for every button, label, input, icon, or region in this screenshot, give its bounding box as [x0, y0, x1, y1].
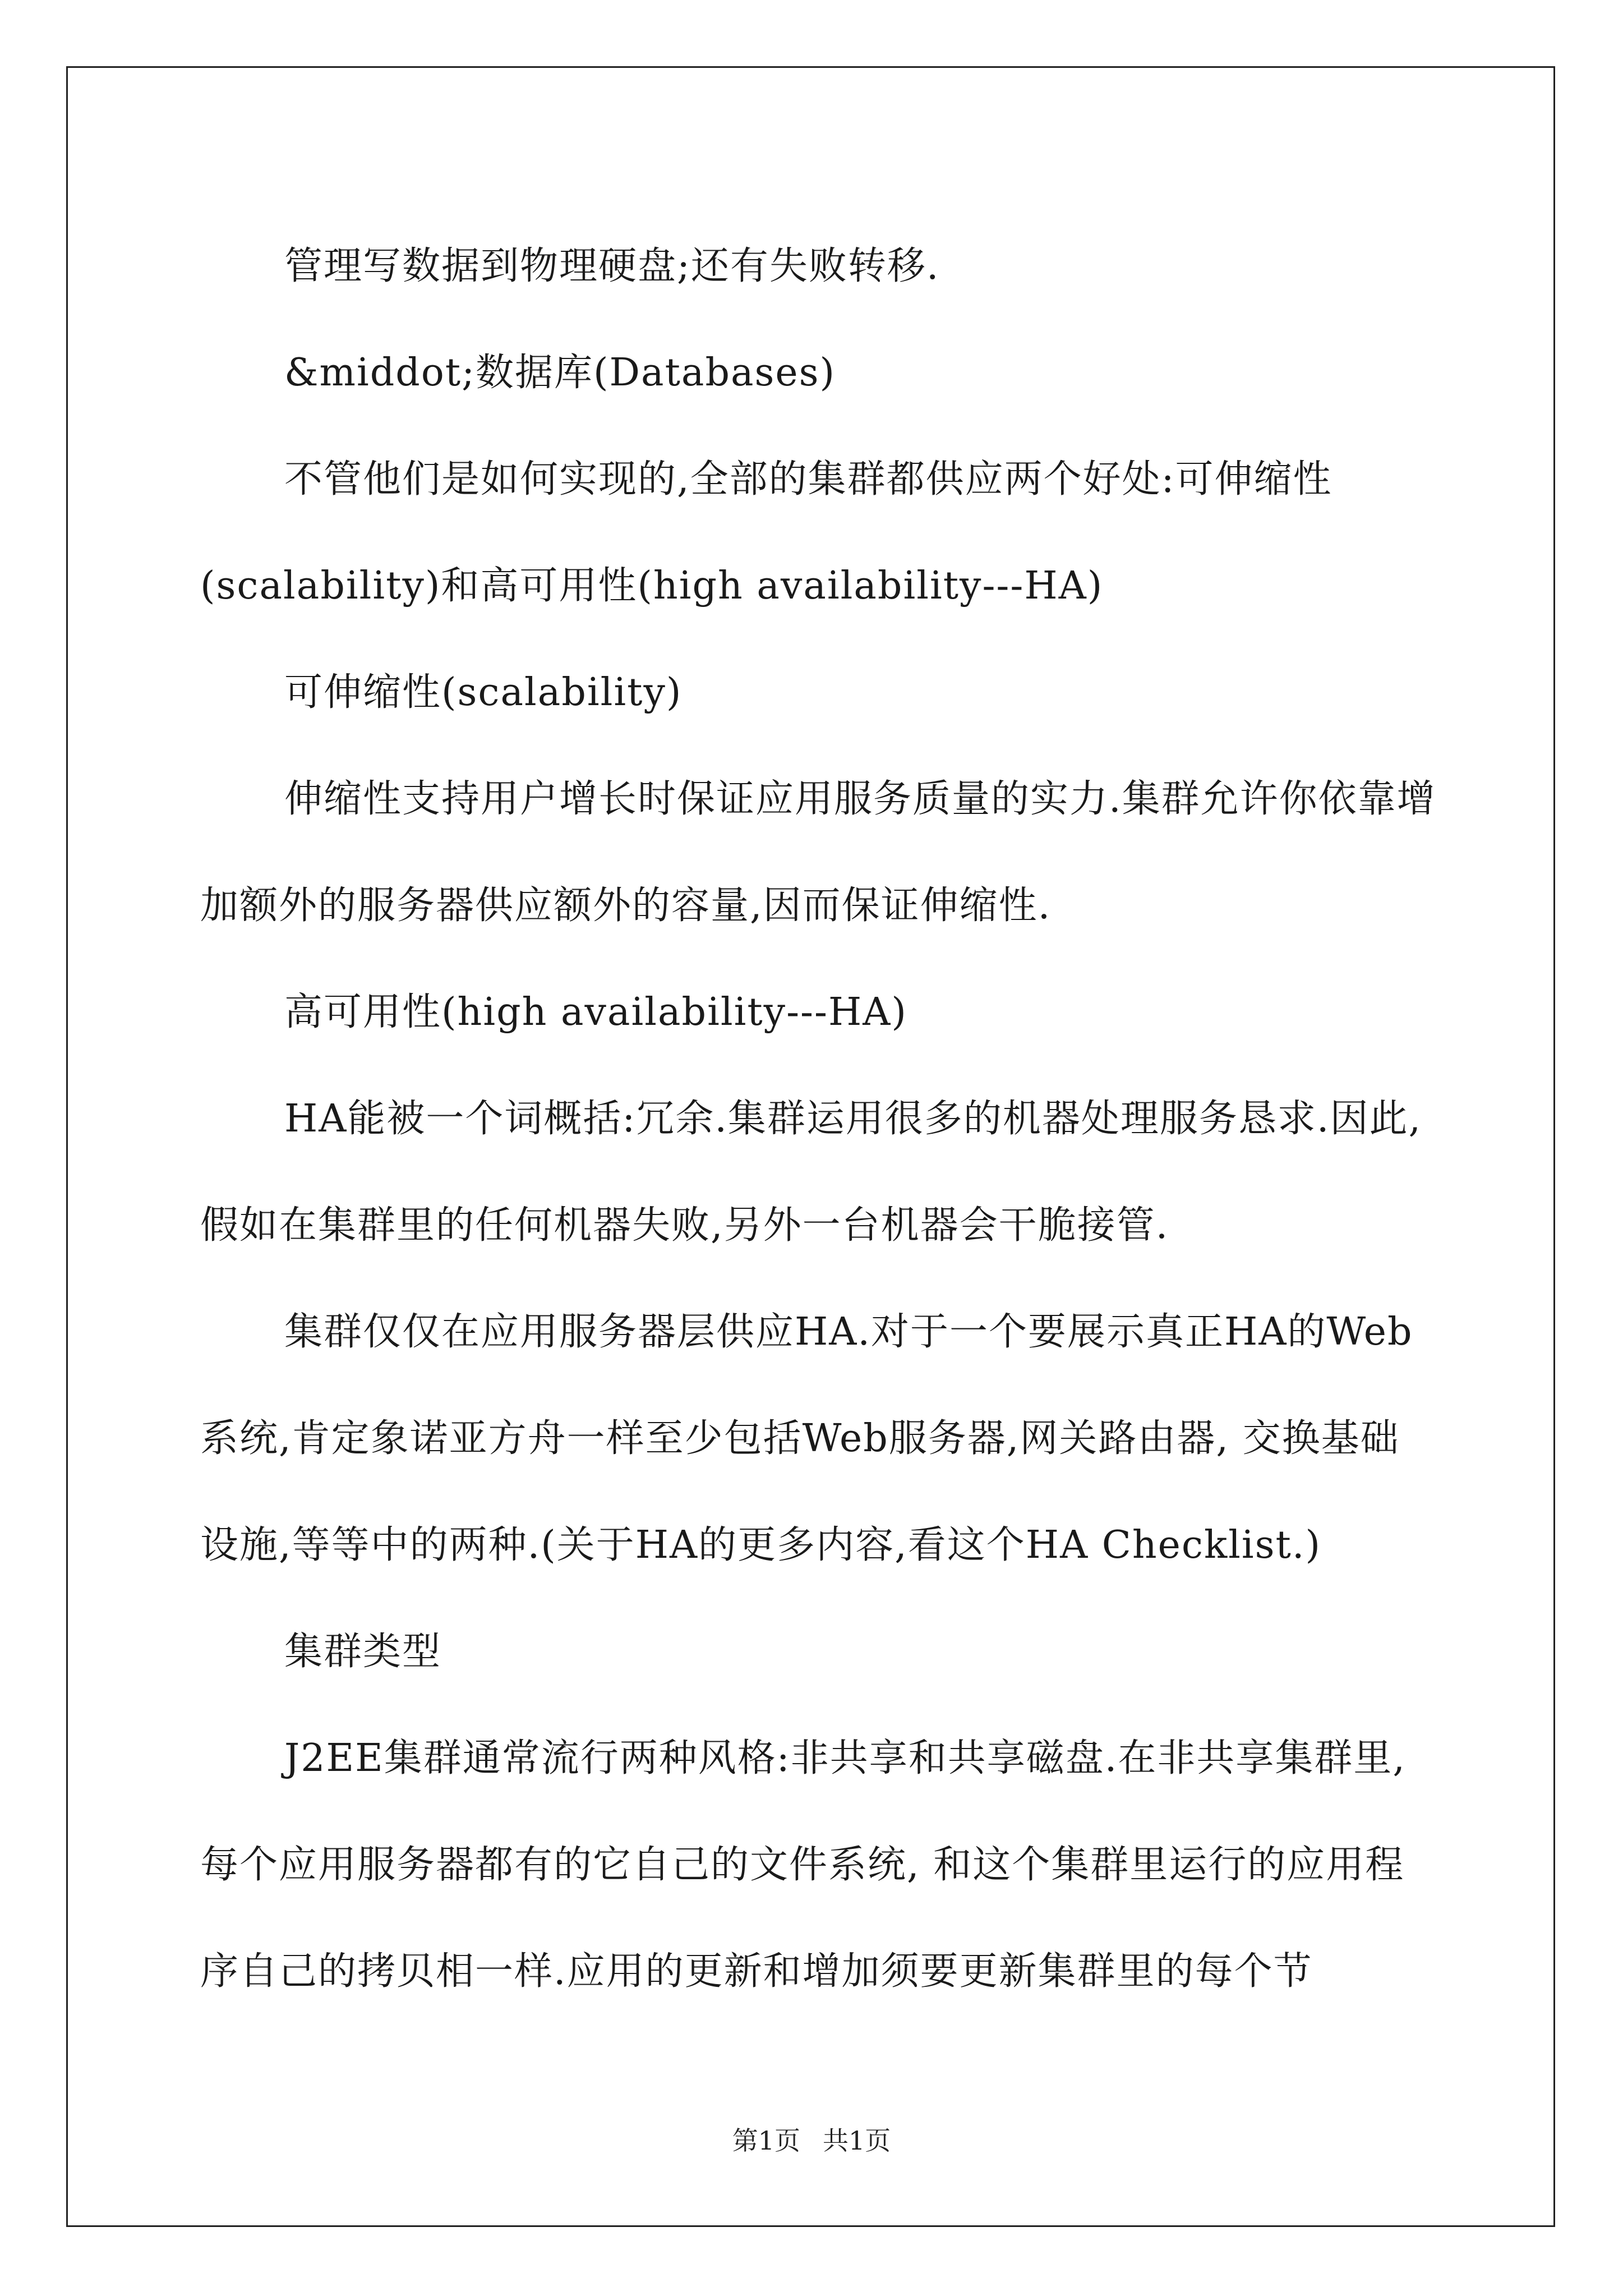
- document-body: [200, 213, 1437, 2025]
- paragraph: 伸缩性支持用户增长时保证应用服务质量的实力.集群允许你依靠增加额外的服务器供应额外的容量,因而保证伸缩性.: [200, 777, 1436, 928]
- paragraph: HA能被一个词概括:冗余.集群运用很多的机器处理服务恳求.因此,假如在集群里的任何机器失败,另外一台机器会干脆接管.: [200, 1097, 1422, 1248]
- paragraph: 可伸缩性(scalability): [284, 670, 683, 715]
- page-footer: [0, 2120, 1623, 2157]
- page-total: 共1页: [823, 2125, 891, 2156]
- paragraph: 集群类型: [284, 1630, 442, 1674]
- paragraph: J2EE集群通常流行两种风格:非共享和共享磁盘.在非共享集群里,每个应用服务器都有的它自己的文件系统, 和这个集群里运行的应用程序自己的拷贝相一样.应用的更新和增加须要更新集群里的每个节: [200, 1736, 1406, 1994]
- page-number: 第1页: [732, 2125, 800, 2156]
- paragraph: 管理写数据到物理硬盘;还有失败转移.: [284, 244, 940, 288]
- paragraph: 不管他们是如何实现的,全部的集群都供应两个好处:可伸缩性(scalability)和高可用性(high availability---HA): [200, 457, 1332, 608]
- paragraph: 高可用性(high availability---HA): [284, 990, 907, 1034]
- paragraph: 集群仅仅在应用服务器层供应HA.对于一个要展示真正HA的Web系统,肯定象诺亚方舟一样至少包括Web服务器,网关路由器, 交换基础设施,等等中的两种.(关于HA的更多内容,看这个HA Checklist.): [200, 1310, 1413, 1567]
- paragraph: &middot;数据库(Databases): [284, 351, 836, 395]
